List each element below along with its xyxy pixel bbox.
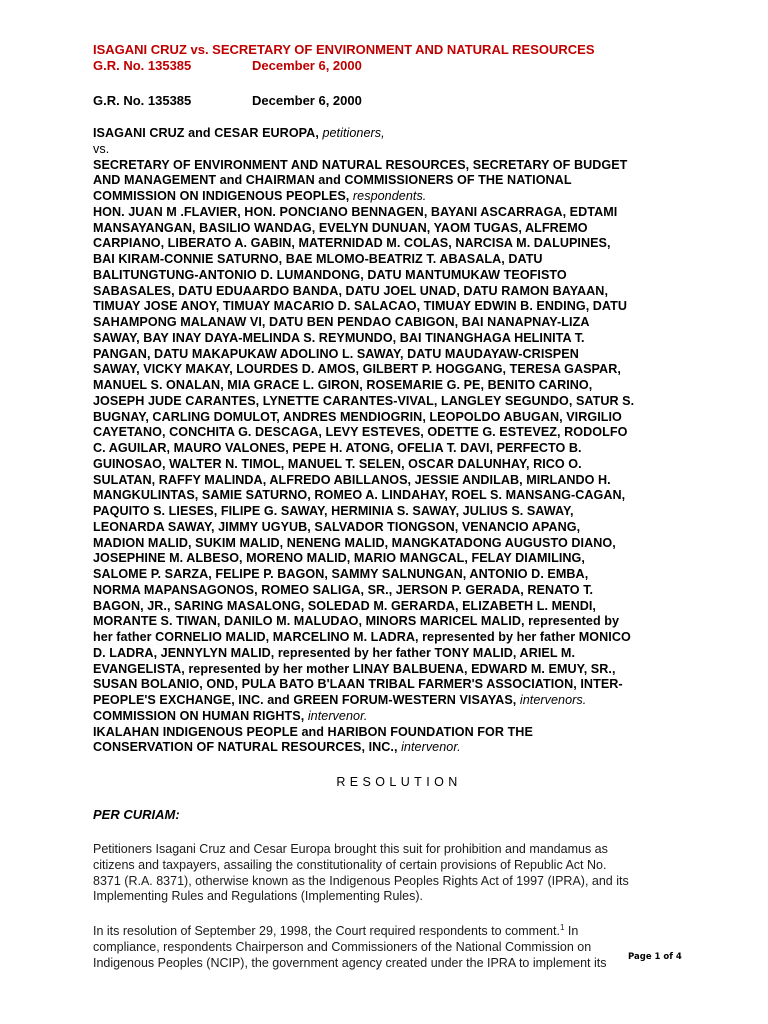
intervenors-line-20: PAQUITO S. LIESES, FILIPE G. SAWAY, HERMINIA S. SAWAY, JULIUS S. SAWAY,	[93, 504, 574, 518]
intervenors-line-12: MANUEL S. ONALAN, MIA GRACE L. GIRON, ROSEMARIE G. PE, BENITO CARINO,	[93, 378, 593, 392]
paragraph-1-line-4: Implementing Rules and Regulations (Implementing Rules).	[93, 889, 424, 904]
caption-date: December 6, 2000	[252, 93, 362, 108]
resolution-heading: RESOLUTION	[336, 775, 462, 789]
intervenors-line-6: SABASALES, DATU EDUAARDO BANDA, DATU JOEL UNAD, DATU RAMON BAYAAN,	[93, 283, 608, 298]
intervenors-line-2: MANSAYANGAN, BASILIO WANDAG, EVELYN DUNUAN, YAOM TUGAS, ALFREMO	[93, 220, 588, 235]
respondents-line-2: AND MANAGEMENT and CHAIRMAN and COMMISSIONERS OF THE NATIONAL	[93, 173, 572, 188]
caption-gr-number: G.R. No. 135385	[93, 93, 192, 108]
chr-role: intervenor.	[307, 708, 368, 723]
header-gr-number: G.R. No. 135385	[93, 58, 192, 73]
intervenors-last-line	[93, 693, 705, 709]
respondents-role: respondents.	[352, 189, 427, 203]
paragraph-1-line-1: Petitioners Isagani Cruz and Cesar Europa brought this suit for prohibition and mandamus as	[93, 842, 608, 856]
intervenors-line-9: SAWAY, BAY INAY DAYA-MELINDA S. REYMUNDO, BAI TINANGHAGA HELINITA T.	[93, 330, 585, 345]
header-date: December 6, 2000	[252, 58, 362, 73]
document-content	[93, 42, 705, 972]
footnote-ref-1[interactable]: 1	[559, 923, 565, 933]
paragraph-1-line-2: citizens and taxpayers, assailing the constitutionality of certain provisions of Republic Act No.	[93, 857, 607, 872]
paragraph-2-line-rest-2: Indigenous Peoples (NCIP), the government agency created under the IPRA to implement its	[93, 955, 607, 970]
intervenors-line-16: C. AGUILAR, MAURO VALONES, PEPE H. ATONG, OFELIA T. DAVI, PERFECTO B.	[93, 441, 582, 455]
paragraph-1-line-3: 8371 (R.A. 8371), otherwise known as the Indigenous Peoples Rights Act of 1997 (IPRA), and its	[93, 873, 629, 888]
intervenors-line-27: MORANTE S. TIWAN, DANILO M. MALUDAO, MINORS MARICEL MALID, represented by	[93, 614, 620, 629]
intervenors-role: intervenors.	[519, 693, 587, 707]
case-header-reference	[93, 58, 705, 74]
page-number: Page 1 of 4	[628, 952, 682, 962]
chr-line	[93, 709, 705, 725]
intervenors-line-7: TIMUAY JOSE ANOY, TIMUAY MACARIO D. SALACAO, TIMUAY EDWIN B. ENDING, DATU	[93, 299, 628, 314]
intervenors-line-30: EVANGELISTA, represented by her mother LINAY BALBUENA, EDWARD M. EMUY, SR.,	[93, 661, 616, 676]
case-title: ISAGANI CRUZ vs. SECRETARY OF ENVIRONMENT AND NATURAL RESOURCES	[93, 42, 595, 57]
paragraph-2-line-1	[93, 924, 705, 940]
ikalahan-line-2	[93, 740, 705, 756]
intervenors-line-10: PANGAN, DATU MAKAPUKAW ADOLINO L. SAWAY, DATU MAUDAYAW-CRISPEN	[93, 346, 579, 361]
ikalahan-role: intervenor.	[401, 740, 461, 755]
versus-label: vs.	[93, 141, 110, 156]
respondents-lines	[93, 158, 705, 190]
intervenors-last-text: PEOPLE'S EXCHANGE, INC. and GREEN FORUM-WESTERN VISAYAS,	[93, 693, 517, 707]
intervenors-line-17: GUINOSAO, WALTER N. TIMOL, MANUEL T. SELEN, OSCAR DALUNHAY, RICO O.	[93, 456, 582, 471]
paragraph-2-line-rest-1: compliance, respondents Chairperson and Commissioners of the National Commission on	[93, 939, 592, 954]
intervenors-line-1: HON. JUAN M .FLAVIER, HON. PONCIANO BENNAGEN, BAYANI ASCARRAGA, EDTAMI	[93, 204, 618, 219]
intervenors-line-11: SAWAY, VICKY MAKAY, LOURDES D. AMOS, GILBERT P. HOGGANG, TERESA GASPAR,	[93, 362, 621, 377]
intervenors-line-21: LEONARDA SAWAY, JIMMY UGYUB, SALVADOR TIONGSON, VENANCIO APANG,	[93, 519, 581, 534]
intervenors-line-14: BUGNAY, CARLING DOMULOT, ANDRES MENDIOGRIN, LEOPOLDO ABUGAN, VIRGILIO	[93, 409, 622, 424]
chr-name: COMMISSION ON HUMAN RIGHTS,	[93, 708, 305, 723]
intervenors-line-3: CARPIANO, LIBERATO A. GABIN, MATERNIDAD M. COLAS, NARCISA M. DALUPINES,	[93, 236, 611, 251]
paragraph-2	[93, 924, 705, 971]
intervenors-line-31: SUSAN BOLANIO, OND, PULA BATO B'LAAN TRIBAL FARMER'S ASSOCIATION, INTER-	[93, 677, 623, 692]
intervenors-line-22: MADION MALID, SUKIM MALID, NENENG MALID, MANGKATADONG AUGUSTO DIANO,	[93, 535, 616, 550]
paragraph-1	[93, 842, 705, 905]
intervenors-line-29: D. LADRA, JENNYLYN MALID, represented by her father TONY MALID, ARIEL M.	[93, 645, 576, 660]
ikalahan-line-1: IKALAHAN INDIGENOUS PEOPLE and HARIBON FOUNDATION FOR THE	[93, 724, 533, 739]
caption-reference	[93, 93, 705, 109]
intervenors-lines	[93, 205, 705, 693]
intervenors-line-25: NORMA MAPANSAGONOS, ROMEO SALIGA, SR., JERSON P. GERADA, RENATO T.	[93, 582, 594, 597]
paragraph-2-rest	[93, 940, 705, 972]
petitioners-role: petitioners,	[322, 126, 385, 140]
intervenors-line-24: SALOME P. SARZA, FELIPE P. BAGON, SAMMY SALNUNGAN, ANTONIO D. EMBA,	[93, 567, 589, 581]
intervenors-line-28: her father CORNELIO MALID, MARCELINO M. LADRA, represented by her father MONICO	[93, 630, 631, 644]
petitioners-names: ISAGANI CRUZ and CESAR EUROPA,	[93, 126, 319, 140]
intervenors-line-15: CAYETANO, CONCHITA G. DESCAGA, LEVY ESTEVES, ODETTE G. ESTEVEZ, RODOLFO	[93, 425, 628, 440]
intervenors-line-23: JOSEPHINE M. ALBESO, MORENO MALID, MARIO MANGCAL, FELAY DIAMILING,	[93, 551, 585, 566]
ikalahan-name: CONSERVATION OF NATURAL RESOURCES, INC.,	[93, 740, 398, 755]
intervenors-line-13: JOSEPH JUDE CARANTES, LYNETTE CARANTES-VIVAL, LANGLEY SEGUNDO, SATUR S.	[93, 393, 635, 408]
parties-block	[93, 126, 705, 756]
intervenors-line-8: SAHAMPONG MALANAW VI, DATU BEN PENDAO CABIGON, BAI NANAPNAY-LIZA	[93, 315, 590, 329]
paragraph-2-text-after-footnote: In	[564, 924, 579, 939]
paragraph-2-text-before-footnote: In its resolution of September 29, 1998, the Court required respondents to comment.	[93, 924, 560, 939]
intervenors-line-19: MANGKULINTAS, SAMIE SATURNO, ROMEO A. LINDAHAY, ROEL S. MANSANG-CAGAN,	[93, 488, 626, 503]
respondents-line-1: SECRETARY OF ENVIRONMENT AND NATURAL RESOURCES, SECRETARY OF BUDGET	[93, 157, 628, 172]
intervenors-line-5: BALITUNGTUNG-ANTONIO D. LUMANDONG, DATU MANTUMUKAW TEOFISTO	[93, 267, 567, 282]
intervenors-line-18: SULATAN, RAFFY MALINDA, ALFREDO ABILLANOS, JESSIE ANDILAB, MIRLANDO H.	[93, 472, 611, 487]
respondents-last-text: COMMISSION ON INDIGENOUS PEOPLES,	[93, 189, 350, 203]
intervenors-line-26: BAGON, JR., SARING MASALONG, SOLEDAD M. GERARDA, ELIZABETH L. MENDI,	[93, 598, 596, 613]
respondents-last-line	[93, 189, 705, 205]
petitioners-line	[93, 126, 705, 142]
intervenors-line-4: BAI KIRAM-CONNIE SATURNO, BAE MLOMO-BEATRIZ T. ABASALA, DATU	[93, 252, 543, 266]
per-curiam-heading: PER CURIAM:	[93, 807, 180, 822]
